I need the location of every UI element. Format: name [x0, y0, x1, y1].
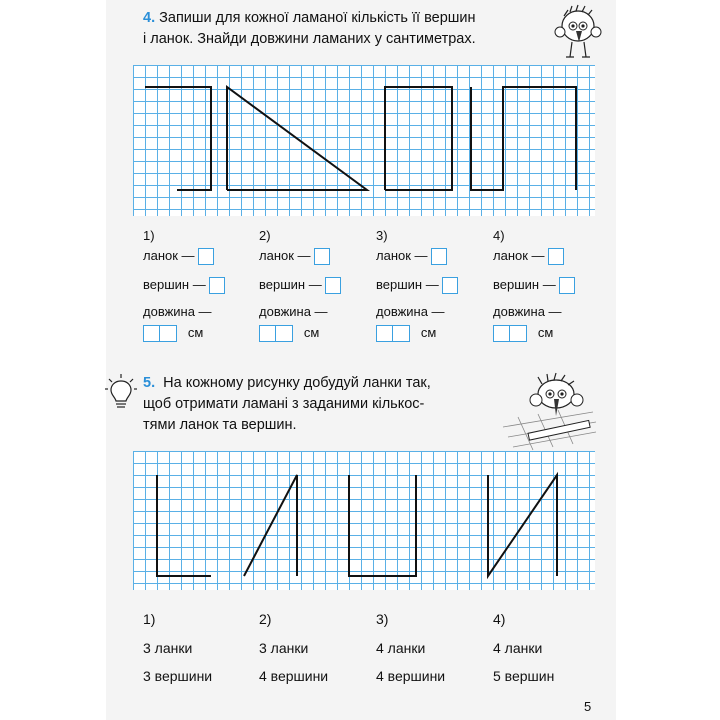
length-label: довжина — [376, 304, 445, 319]
task5-text [143, 373, 513, 436]
page-number: 5 [584, 699, 592, 714]
vertices-answer-box[interactable] [209, 277, 225, 294]
polyline-3 [385, 87, 452, 190]
links-answer-box[interactable] [431, 248, 447, 265]
length-answer-box[interactable] [493, 325, 527, 342]
task4-number: 4. [143, 10, 156, 26]
task5-polylines [133, 451, 595, 590]
unit-label: см [187, 325, 204, 340]
task4-text-line1: Запиши для кожної ламаної кількість її вершин [159, 10, 476, 26]
task4-answer-3 [376, 228, 486, 348]
links-label: ланок — [143, 248, 195, 263]
partial-polyline-2 [244, 475, 297, 576]
task4-text-line2: і ланок. Знайди довжини ламаних у сантиметрах. [143, 31, 476, 47]
task5-item-4 [493, 611, 603, 691]
vertices-count: 3 вершини [143, 668, 213, 684]
task4-answer-2 [259, 228, 369, 348]
task4-answer-4 [493, 228, 603, 348]
length-answer-box[interactable] [376, 325, 410, 342]
vertices-label: вершин — [143, 277, 206, 292]
task4-text [143, 8, 553, 50]
links-label: ланок — [376, 248, 428, 263]
item-number: 2) [259, 228, 271, 243]
unit-label: см [303, 325, 320, 340]
links-count: 3 ланки [259, 640, 309, 656]
task5-text-line2: щоб отримати ламані з заданими кількос- [143, 396, 425, 412]
polyline-4 [471, 87, 576, 190]
task5-text-line3: тями ланок та вершин. [143, 417, 297, 433]
vertices-count: 4 вершини [376, 668, 446, 684]
item-number: 2) [259, 611, 272, 627]
item-number: 3) [376, 611, 389, 627]
links-label: ланок — [259, 248, 311, 263]
links-answer-box[interactable] [548, 248, 564, 265]
partial-polyline-1 [157, 475, 211, 576]
links-count: 4 ланки [493, 640, 543, 656]
vertices-answer-box[interactable] [325, 277, 341, 294]
partial-polyline-3 [349, 475, 416, 576]
links-label: ланок — [493, 248, 545, 263]
task4-polylines [133, 65, 595, 216]
vertices-answer-box[interactable] [559, 277, 575, 294]
task5-item-3 [376, 611, 486, 691]
task5-item-2 [259, 611, 369, 691]
lightbulb-icon [104, 372, 138, 412]
vertices-count: 5 вершин [493, 668, 555, 684]
task5-number: 5. [143, 375, 156, 391]
links-answer-box[interactable] [198, 248, 214, 265]
vertices-label: вершин — [493, 277, 556, 292]
polyline-2 [227, 87, 367, 190]
polyline-1 [145, 87, 211, 190]
vertices-answer-box[interactable] [442, 277, 458, 294]
unit-label: см [420, 325, 437, 340]
links-count: 3 ланки [143, 640, 193, 656]
vertices-label: вершин — [259, 277, 322, 292]
task5-item-1 [143, 611, 253, 691]
length-label: довжина — [493, 304, 562, 319]
unit-label: см [537, 325, 554, 340]
length-answer-box[interactable] [259, 325, 293, 342]
vertices-count: 4 вершини [259, 668, 329, 684]
item-number: 4) [493, 228, 505, 243]
length-answer-box[interactable] [143, 325, 177, 342]
crow-icon [552, 2, 602, 62]
task4-answer-1 [143, 228, 253, 348]
links-answer-box[interactable] [314, 248, 330, 265]
vertices-label: вершин — [376, 277, 439, 292]
task5-text-line1: На кожному рисунку добудуй ланки так, [163, 375, 431, 391]
length-label: довжина — [259, 304, 328, 319]
item-number: 1) [143, 611, 156, 627]
length-label: довжина — [143, 304, 212, 319]
item-number: 4) [493, 611, 506, 627]
item-number: 3) [376, 228, 388, 243]
item-number: 1) [143, 228, 155, 243]
links-count: 4 ланки [376, 640, 426, 656]
crow-ruler-icon [498, 372, 598, 452]
partial-polyline-4 [488, 475, 557, 576]
